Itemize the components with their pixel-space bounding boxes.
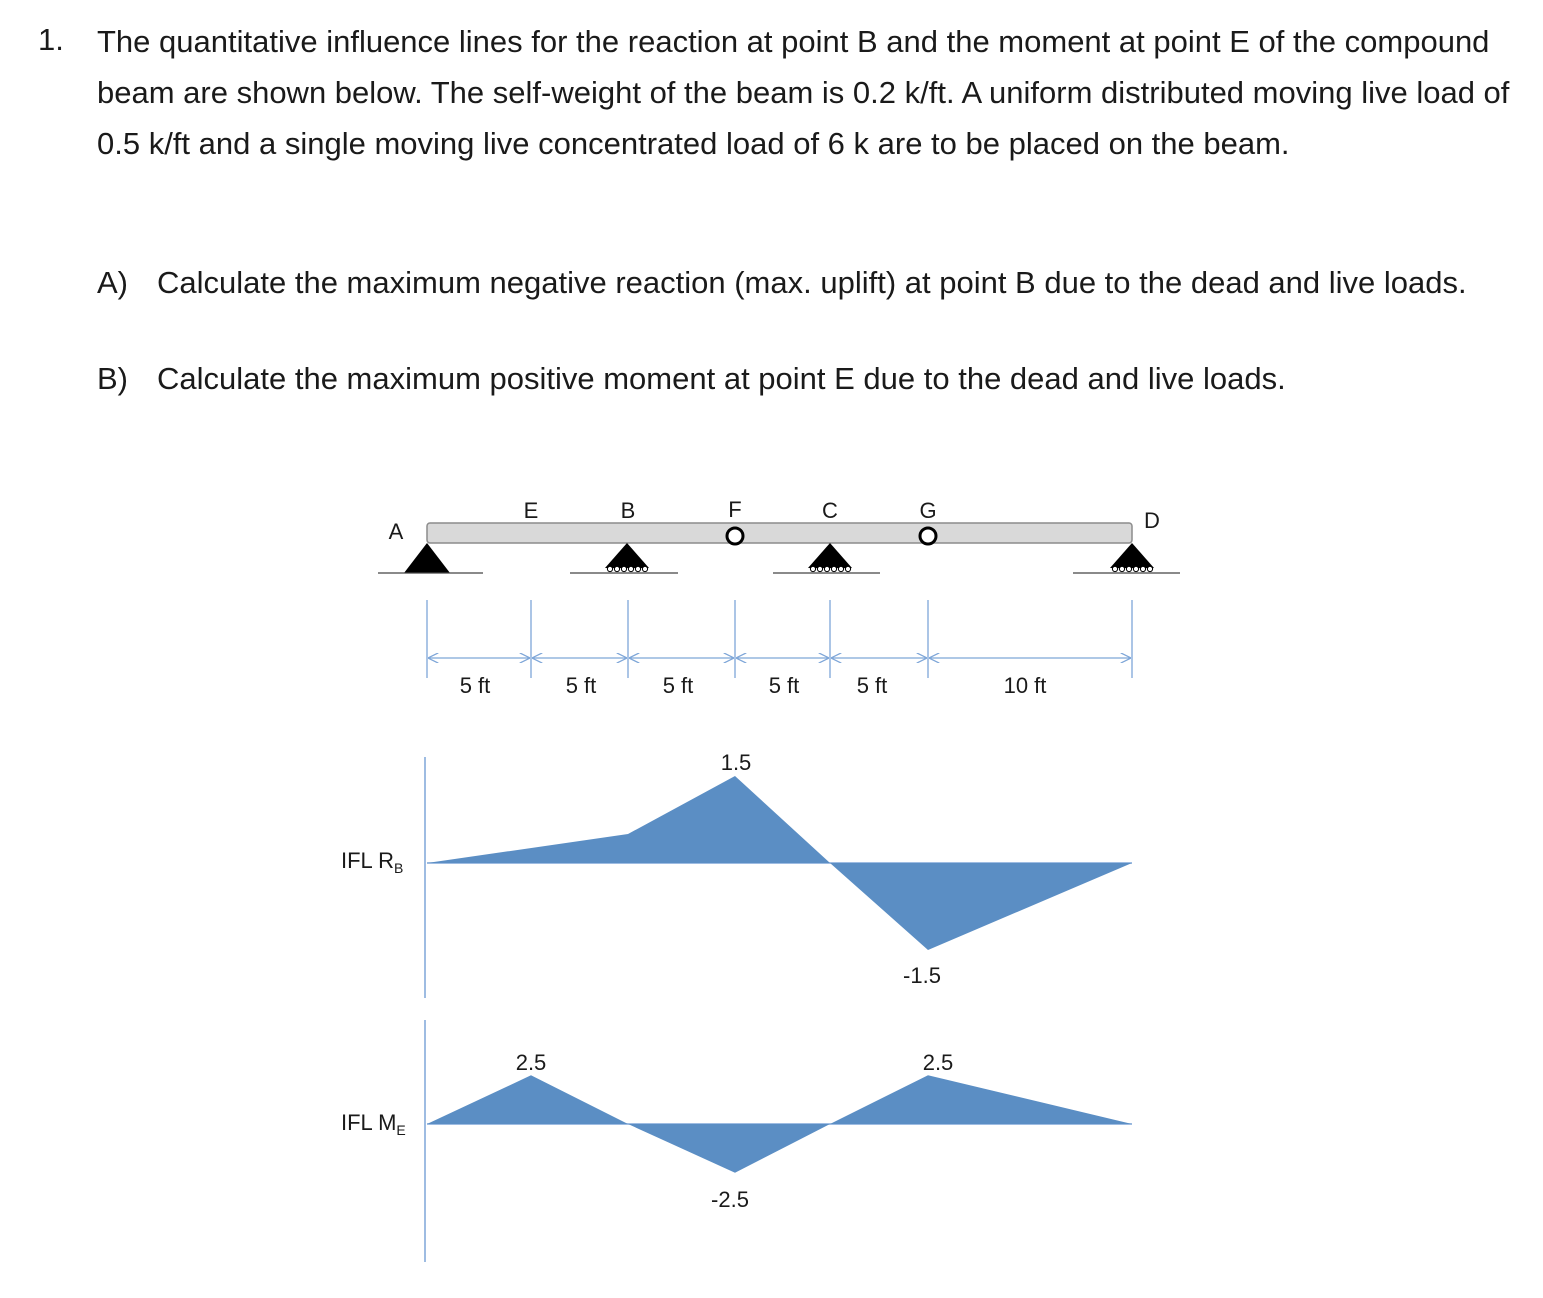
roller-support-icon [570, 543, 678, 573]
part-b-label: B) [97, 361, 128, 396]
ifl-me-left-max-label: 2.5 [515, 1050, 547, 1075]
ifl-me-label [341, 1110, 406, 1138]
span-label: 5 ft [459, 673, 491, 698]
span-label: 5 ft [565, 673, 597, 698]
ifl-rb-min-label: -1.5 [903, 963, 941, 988]
point-label-f: F [728, 497, 742, 522]
point-label-d: D [1144, 508, 1160, 533]
ifl-me-chart [341, 1020, 1132, 1262]
beam [427, 523, 1132, 543]
ifl-me-label-sub: E [396, 1122, 406, 1138]
part-b-text: Calculate the maximum positive moment at point E due to the dead and live loads. [157, 361, 1286, 396]
span-label: 10 ft [1003, 673, 1047, 698]
ifl-me-right-max-label: 2.5 [922, 1050, 954, 1075]
point-label-c: C [822, 498, 838, 523]
point-label-b: B [620, 498, 636, 523]
ifl-rb-label-main: IFL R [341, 848, 394, 873]
ifl-me-min-label: -2.5 [711, 1187, 749, 1212]
ifl-rb-area [427, 776, 1132, 950]
part-a-text: Calculate the maximum negative reaction (max. uplift) at point B due to the dead and live loads. [157, 265, 1467, 300]
span-label: 5 ft [856, 673, 888, 698]
ifl-me-label-main: IFL M [341, 1110, 397, 1135]
span-label: 5 ft [662, 673, 694, 698]
span-labels [460, 673, 1047, 698]
problem-number: 1. [38, 22, 64, 57]
roller-support-icon [1073, 543, 1180, 573]
point-label-e: E [523, 498, 539, 523]
point-label-g: G [919, 498, 937, 523]
problem-statement: The quantitative influence lines for the reaction at point B and the moment at point E of the compound beam are shown below. The self-weight of the beam is 0.2 k/ft. A uniform distributed moving live load of 0.5 k/ft and a single moving live concentrated load of 6 k are to be placed on the beam. [97, 24, 1510, 161]
pin-support-icon [378, 543, 483, 573]
hinge-icon [727, 528, 743, 544]
point-label-a: A [388, 519, 404, 544]
hinge-icon [920, 528, 936, 544]
ifl-rb-chart [341, 750, 1132, 998]
ifl-rb-label-sub: B [393, 860, 404, 876]
ifl-rb-label [341, 848, 403, 876]
dimension-lines [427, 600, 1132, 678]
beam-diagram [378, 497, 1180, 573]
span-label: 5 ft [768, 673, 800, 698]
part-a-label: A) [97, 265, 128, 300]
ifl-rb-max-label: 1.5 [720, 750, 752, 775]
roller-support-icon [773, 543, 880, 573]
